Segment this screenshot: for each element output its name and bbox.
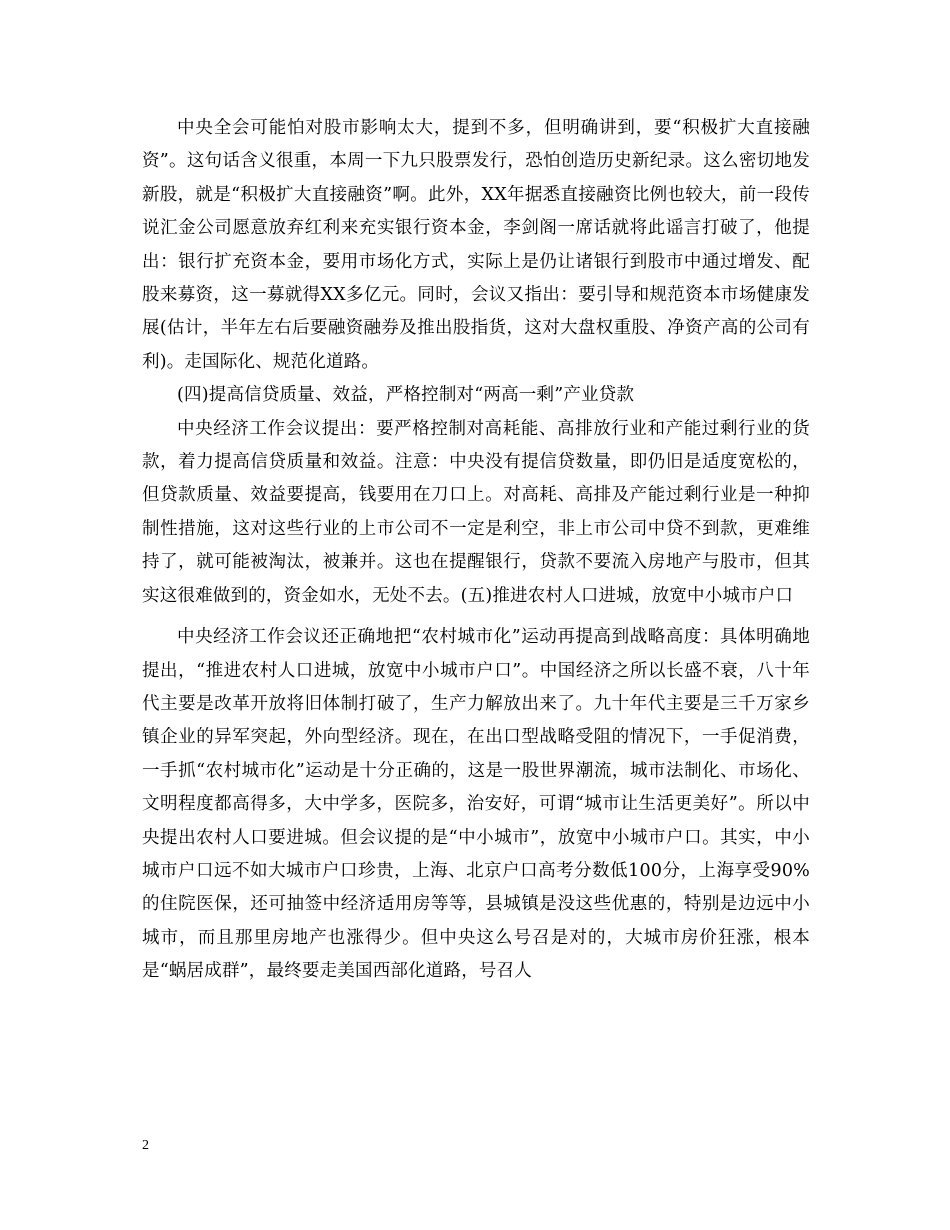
document-body [142,112,810,989]
paragraph-financing: 中央全会可能怕对股市影响太大，提到不多，但明确讲到，要“积极扩大直接融资”。这句话含义很重，本周一下九只股票发行，恐怕创造历史新纪录。这么密切地发新股，就是“积极扩大直接融资”啊。此外，XX年据悉直接融资比例也较大，前一段传说汇金公司愿意放弃红利来充实银行资本金，李剑阁一席话就将此谣言打破了，他提出：银行扩充资本金，要用市场化方式，实际上是仍让诸银行到股市中通过增发、配股来募资，这一募就得XX多亿元。同时，会议又指出：要引导和规范资本市场健康发展(估计，半年左右后要融资融券及推出股指货，这对大盘权重股、净资产高的公司有利)。走国际化、规范化道路。 [142,118,810,372]
page-number: 2 [142,1138,149,1153]
paragraph-rural-urbanization: 中央经济工作会议还正确地把“农村城市化”运动再提高到战略高度：具体明确地提出，“推进农村人口进城，放宽中小城市户口”。中国经济之所以长盛不衰，八十年代主要是改革开放将旧体制打破了，生产力解放出来了。九十年代主要是三千万家乡镇企业的异军突起，外向型经济。现在，在出口型战略受阻的情况下，一手促消费，一手抓“农村城市化”运动是十分正确的，这是一股世界潮流，城市法制化、市场化、文明程度都高得多，大中学多，医院多，治安好，可谓“城市让生活更美好”。所以中央提出农村人口要进城。但会议提的是“中小城市”，放宽中小城市户口。其实，中小城市户口远不如大城市户口珍贵，上海、北京户口高考分数低100分，上海享受90%的住院医保，还可抽签中经济适用房等等，县城镇是没这些优惠的，特别是边远中小城市，而且那里房地产也涨得少。但中央这么号召是对的，大城市房价狂涨，根本是“蜗居成群”，最终要走美国西部化道路，号召人 [142,627,810,982]
section-heading-credit-quality: (四)提高信贷质量、效益，严格控制对“两高一剩”产业贷款 [177,385,635,406]
paragraph-credit-control: 中央经济工作会议提出：要严格控制对高耗能、高排放行业和产能过剩行业的货款，着力提高信贷质量和效益。注意：中央没有提信贷数量，即仍旧是适度宽松的，但贷款质量、效益要提高，钱要用在刀口上。对高耗、高排及产能过剩行业是一种抑制性措施，这对这些行业的上市公司不一定是利空，非上市公司中贷不到款，更难维持了，就可能被淘汰，被兼并。这也在提醒银行，贷款不要流入房地产与股市，但其实这很难做到的，资金如水，无处不去。(五)推进农村人口进城，放宽中小城市户口 [142,418,810,606]
